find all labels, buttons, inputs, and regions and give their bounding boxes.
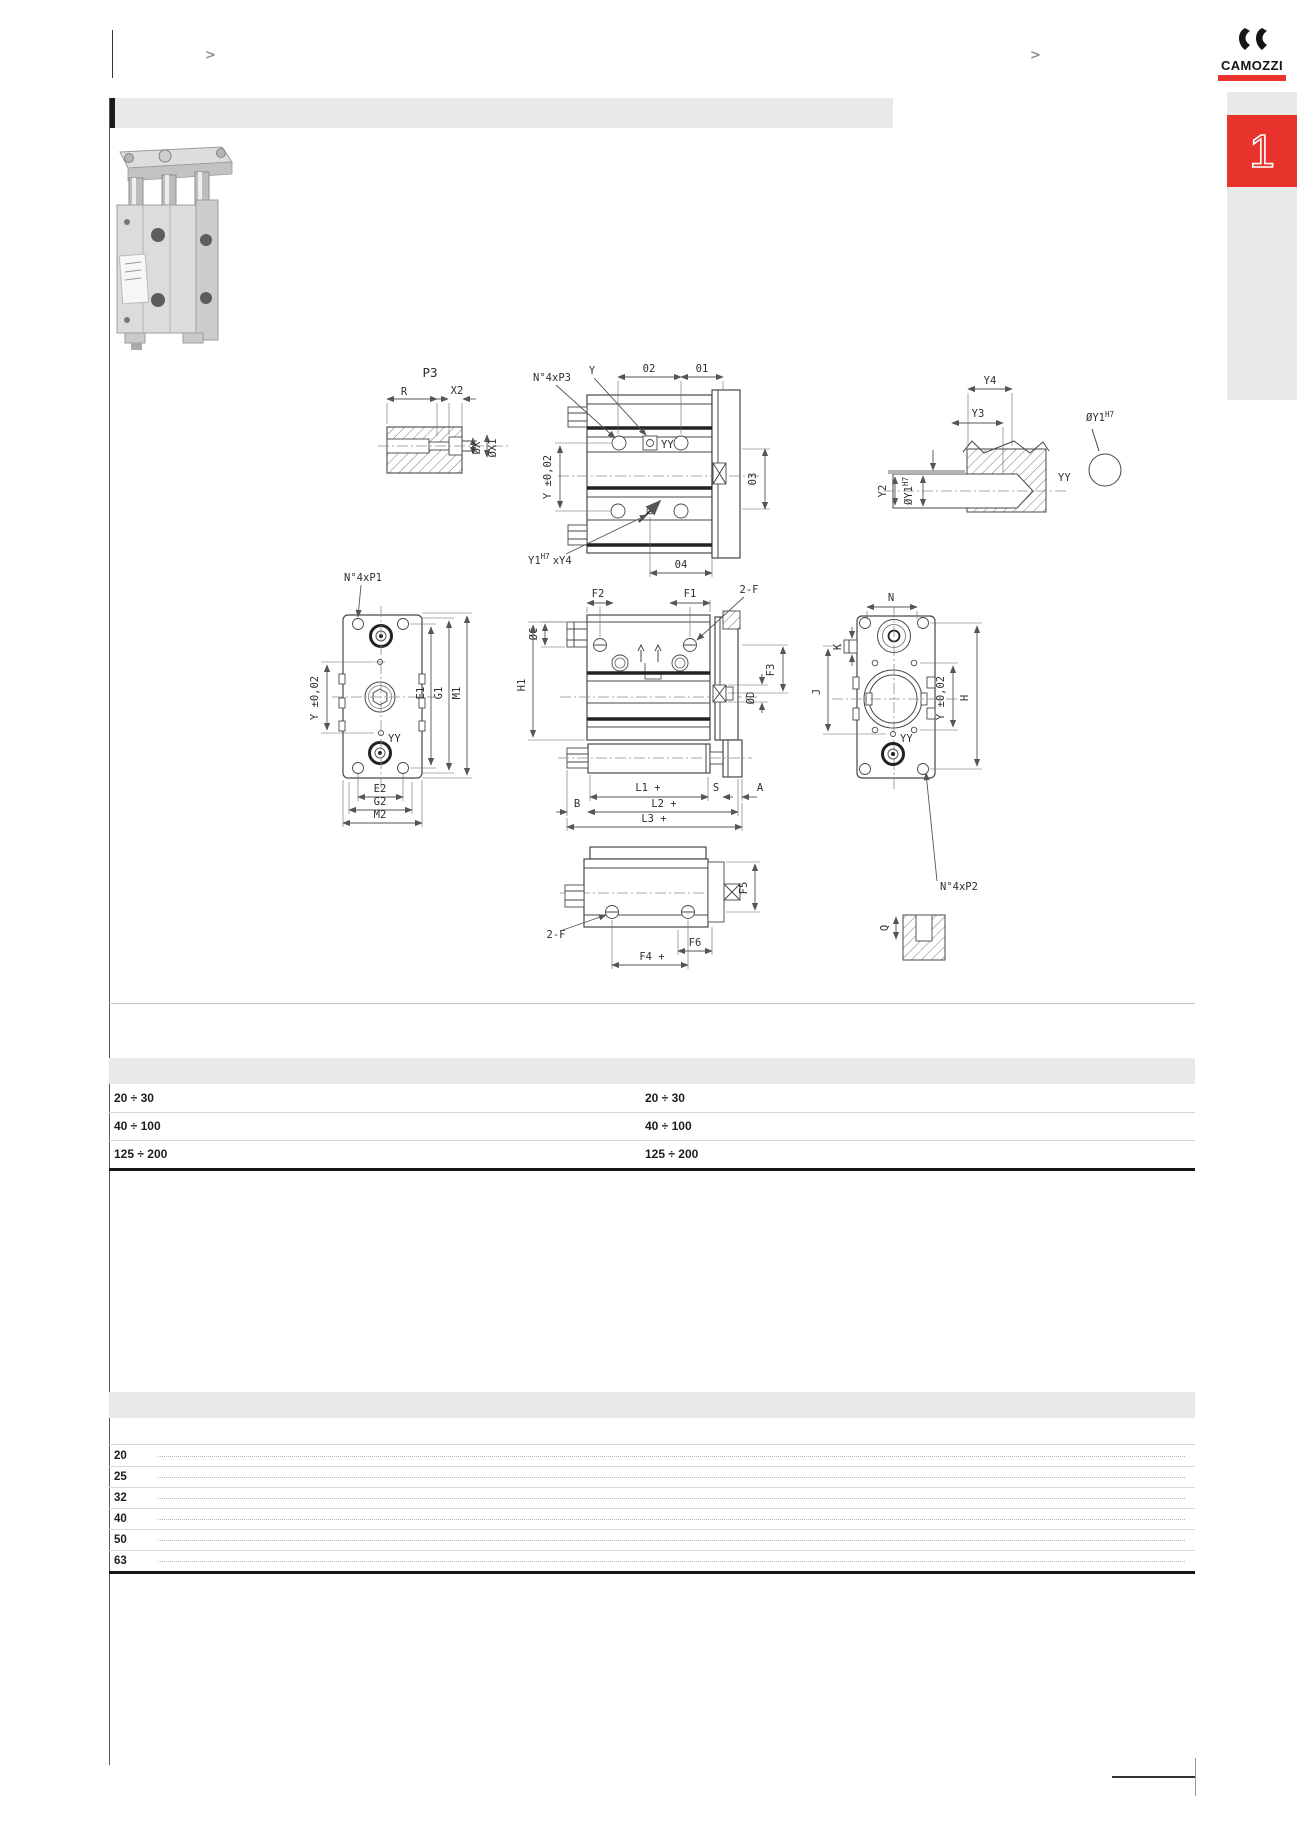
top-dim-o2: 02 (642, 363, 656, 375)
table-row (109, 1466, 1195, 1488)
bore-size: 32 (114, 1491, 127, 1504)
footer-crop-mark (1195, 1758, 1196, 1796)
top-datum-yy: YY (661, 439, 674, 451)
bottom-view (547, 847, 760, 969)
camozzi-logo-icon (1232, 26, 1272, 52)
section-divider (109, 1003, 1195, 1004)
detail-dim-y4: Y4 (983, 375, 997, 387)
table-row (109, 1112, 1195, 1140)
p3-dim-x2: X2 (450, 385, 464, 397)
bore-size: 25 (114, 1470, 127, 1483)
front-dim-e1: E1 (415, 686, 427, 700)
side-dim-a: A (756, 782, 764, 794)
front-view (309, 572, 472, 827)
front-datum-yy: YY (388, 733, 401, 745)
dot-leader (158, 1532, 1185, 1541)
end-dim-n4xp2: N°4xP2 (940, 881, 978, 893)
stroke-table-header (109, 1058, 1195, 1084)
side-dim-l2: L2 + (651, 798, 677, 810)
top-dim-o1: 01 (695, 363, 709, 375)
top-dim-o3: 03 (747, 472, 759, 486)
top-dim-o4: 04 (674, 559, 688, 571)
bottom-dim-f4: F4 + (639, 951, 665, 963)
p3-dim-r: R (400, 386, 408, 398)
stroke-range: 40 ÷ 100 (114, 1119, 161, 1133)
top-margin-rule (112, 30, 113, 78)
end-dim-n: N (887, 592, 895, 604)
front-dim-g2: G2 (373, 796, 387, 808)
side-dim-b: B (573, 798, 581, 810)
bottom-dim-2f: 2-F (546, 929, 566, 941)
table-bottom-rule (109, 1168, 1195, 1171)
breadcrumb-left-chevron[interactable]: > (205, 48, 216, 63)
end-dim-ytol: Y ±0,02 (935, 675, 947, 721)
detail-datum-yy: YY (1058, 472, 1071, 484)
stroke-range: 125 ÷ 200 (645, 1147, 699, 1161)
bore-size: 63 (114, 1554, 127, 1567)
bore-size: 50 (114, 1533, 127, 1546)
table-row (109, 1140, 1195, 1168)
product-photo (113, 140, 253, 350)
logo-redbar (1218, 75, 1286, 81)
table-bottom-rule (109, 1571, 1195, 1574)
side-dim-l3: L3 + (641, 813, 667, 825)
breadcrumb-right-chevron[interactable]: > (1030, 48, 1041, 63)
top-view (528, 363, 770, 577)
table-row (109, 1508, 1195, 1530)
detail-p3-view (378, 365, 508, 473)
p3-dim-dx1: ØX1 (487, 438, 499, 458)
dot-leader (158, 1448, 1185, 1457)
bore-table-header (109, 1392, 1195, 1418)
table-row (109, 1445, 1195, 1467)
end-datum-yy: YY (900, 733, 913, 745)
end-view (811, 592, 982, 960)
detail-pin-section (877, 375, 1121, 512)
front-dim-ytol: Y ±0,02 (309, 675, 321, 721)
end-dim-k: K (832, 643, 844, 651)
chapter-tab[interactable] (1227, 115, 1297, 187)
p3-title: P3 (422, 365, 438, 380)
top-dim-ytol: Y ±0,02 (542, 454, 554, 500)
table-row (109, 1084, 1195, 1112)
camozzi-logo (1218, 26, 1286, 81)
detail-dim-y2: Y2 (877, 484, 889, 498)
detail-pin-label: $ØY1^{H7}$ (1086, 410, 1114, 424)
bottom-dim-f6: F6 (688, 937, 702, 949)
footer-rule (1112, 1776, 1195, 1778)
side-dim-2f: 2-F (739, 584, 759, 596)
section-title-bar (109, 98, 893, 128)
dot-leader (158, 1511, 1185, 1520)
detail-dim-dy1h7: $ØY1^{H7}$ (901, 477, 915, 505)
logo-text: CAMOZZI (1220, 58, 1283, 73)
detail-dim-y3: Y3 (971, 408, 985, 420)
stroke-range: 125 ÷ 200 (114, 1147, 168, 1161)
dot-leader (158, 1469, 1185, 1478)
top-dim-y: Y (588, 365, 596, 377)
table-row (109, 1487, 1195, 1509)
front-dim-m2: M2 (373, 809, 387, 821)
side-dim-dc: ØC (528, 627, 540, 641)
bore-size: 20 (114, 1449, 127, 1462)
dot-leader (158, 1553, 1185, 1562)
end-dim-j: J (811, 688, 823, 696)
bore-size: 40 (114, 1512, 127, 1525)
side-dim-f3: F3 (765, 663, 777, 677)
top-dim-y1h7xy4: $Y1^{H7}$ xY4 (528, 552, 572, 567)
stroke-range: 20 ÷ 30 (114, 1091, 154, 1105)
p3-dim-dx: ØX (471, 441, 483, 455)
end-dim-q: Q (879, 924, 891, 932)
front-dim-e2: E2 (373, 783, 387, 795)
side-dim-l1: L1 + (635, 782, 661, 794)
side-dim-s: S (712, 782, 720, 794)
dimensional-drawing (100, 350, 1160, 1000)
front-dim-n4xp1: N°4xP1 (344, 572, 382, 584)
stroke-range: 40 ÷ 100 (645, 1119, 692, 1133)
chapter-number: 1 (1249, 125, 1275, 177)
end-dim-h: H (959, 694, 971, 702)
table-row (109, 1550, 1195, 1572)
bottom-dim-f5: F5 (738, 881, 750, 895)
front-dim-m1: M1 (451, 686, 463, 700)
side-dim-dd: ØD (745, 691, 757, 705)
stroke-range: 20 ÷ 30 (645, 1091, 685, 1105)
side-dim-f1: F1 (683, 588, 697, 600)
side-dim-h1: H1 (516, 678, 528, 692)
dot-leader (158, 1490, 1185, 1499)
side-dim-f2: F2 (591, 588, 605, 600)
front-dim-g1: G1 (433, 686, 445, 700)
top-dim-n4xp3: N°4xP3 (533, 372, 571, 384)
table-row (109, 1529, 1195, 1551)
side-view (516, 584, 788, 831)
